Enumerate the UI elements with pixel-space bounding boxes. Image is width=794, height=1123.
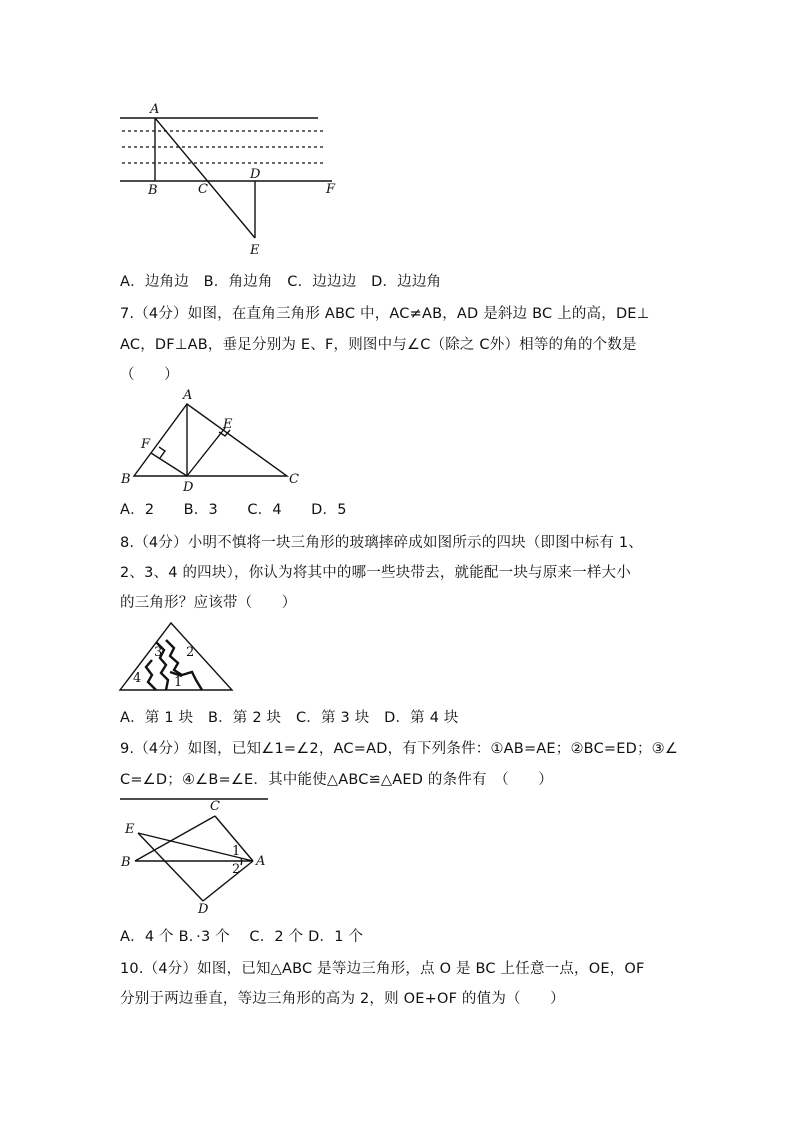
q7-label-d: D — [183, 480, 194, 494]
q8-label-1: 1 — [174, 675, 183, 690]
q7-stem-line1: 7.（4分）如图，在直角三角形 ABC 中，AC≠AB，AD 是斜边 BC 上的高，DE⊥ — [120, 306, 650, 322]
q9-options: A．4 个 B．·3 个 C．2 个 D．1 个 — [120, 929, 364, 945]
q9-label-e: E — [125, 822, 135, 837]
q7-label-c: C — [289, 472, 299, 487]
q6-label-e: E — [250, 243, 260, 258]
q9-stem-line2: C=∠D；④∠B=∠E．其中能使△ABC≌△AED 的条件有 （ ） — [120, 772, 553, 788]
q6-label-a: A — [150, 102, 160, 117]
q10-stem-line2: 分别于两边垂直，等边三角形的高为 2，则 OE+OF 的值为（ ） — [120, 991, 565, 1007]
q9-angle-1: 1 — [232, 844, 241, 859]
q6-label-f: F — [326, 182, 336, 197]
q7-stem-line3: （ ） — [120, 367, 179, 383]
q9-label-c: C — [210, 799, 220, 814]
q8-stem-line2: 2、3、4 的四块），你认为将其中的哪一些块带去，就能配一块与原来一样大小 — [120, 565, 631, 581]
q9-label-b: B — [121, 855, 131, 870]
q8-label-2: 2 — [186, 645, 195, 660]
q7-stem-line2: AC，DF⊥AB，垂足分别为 E、F，则图中与∠C（除之 C外）相等的角的个数是 — [120, 337, 637, 353]
q7-label-b: B — [121, 472, 131, 487]
q9-angle-2: 2 — [232, 862, 241, 877]
q6-options: A．边角边 B．角边角 C．边边边 D．边边角 — [120, 274, 442, 290]
q8-label-3: 3 — [154, 645, 163, 660]
q7-label-a: A — [183, 388, 193, 403]
q8-figure — [116, 620, 238, 694]
q7-options: A．2 B．3 C．4 D．5 — [120, 502, 347, 518]
q7-label-e: E — [223, 417, 233, 432]
q6-label-b: B — [148, 183, 158, 198]
q9-stem-line1: 9.（4分）如图，已知∠1=∠2，AC=AD，有下列条件：①AB=AE；②BC=ED；③∠ — [120, 741, 679, 757]
q9-figure — [115, 795, 275, 917]
q10-stem-line1: 10.（4分）如图，已知△ABC 是等边三角形，点 O 是 BC 上任意一点，OE，OF — [120, 961, 645, 977]
q9-label-a: A — [256, 854, 266, 869]
q7-figure — [115, 386, 305, 494]
q8-label-4: 4 — [133, 671, 142, 686]
q8-stem-line1: 8.（4分）小明不慎将一块三角形的玻璃摔碎成如图所示的四块（即图中标有 1、 — [120, 535, 643, 551]
q8-stem-line3: 的三角形？应该带（ ） — [120, 595, 297, 611]
q6-figure — [110, 100, 350, 265]
q7-label-f: F — [141, 437, 151, 452]
q8-options: A．第 1 块 B．第 2 块 C．第 3 块 D．第 4 块 — [120, 710, 459, 726]
q9-label-d: D — [198, 902, 209, 917]
q6-label-c: C — [198, 182, 208, 197]
q6-label-d: D — [250, 167, 261, 182]
